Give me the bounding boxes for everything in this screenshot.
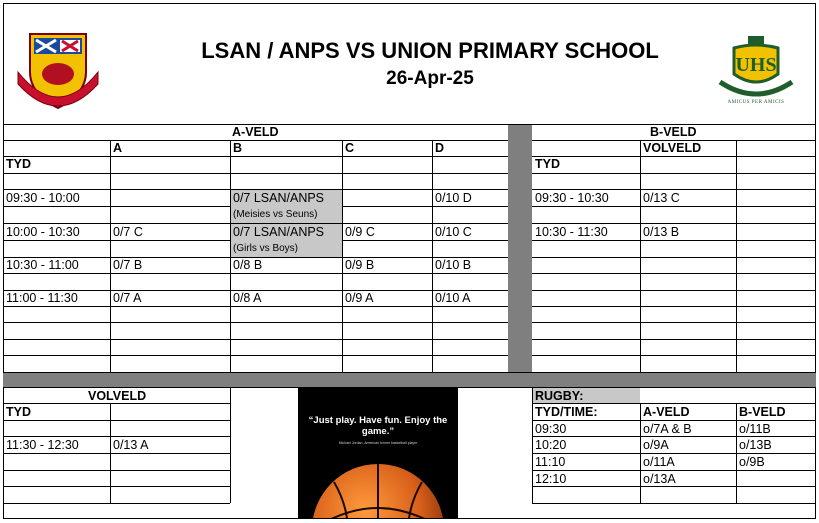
event-date: 26-Apr-25 — [386, 68, 474, 89]
school-crest-right — [708, 32, 804, 112]
rugby-a-match: o/13A — [643, 472, 676, 486]
b-veld-match: 0/13 C — [643, 191, 680, 205]
rugby-a-match: o/9A — [643, 438, 669, 452]
rugby-b-match: o/13B — [739, 438, 772, 452]
a-veld-match: 0/7 A — [113, 291, 142, 305]
rugby-col-b-veld: B-VELD — [739, 405, 786, 419]
a-veld-row-time: 10:30 - 11:00 — [6, 258, 79, 272]
rugby-row-time: 11:10 — [535, 455, 566, 469]
a-veld-note: (Girls vs Boys) — [233, 243, 298, 254]
a-veld-match: 0/9 C — [345, 225, 375, 239]
a-veld-match: 0/7 LSAN/ANPS — [233, 225, 325, 239]
rugby-b-match: o/11B — [739, 422, 771, 436]
a-veld-row-time: 09:30 - 10:00 — [6, 191, 80, 205]
rugby-col-a-veld: A-VELD — [643, 405, 690, 419]
rugby-a-match: o/11A — [643, 455, 675, 469]
a-veld-match: 0/8 B — [233, 258, 263, 272]
column-d-header: D — [435, 141, 445, 155]
rugby-row-time: 09:30 — [535, 422, 567, 436]
a-veld-match: 0/10 A — [435, 291, 471, 305]
volveld-time-label: TYD — [6, 405, 31, 419]
volveld-row-time: 11:30 - 12:30 — [6, 438, 79, 452]
b-veld-heading: B-VELD — [650, 125, 697, 139]
rugby-a-match: o/7A & B — [643, 422, 692, 436]
b-veld-row-time: 10:30 - 11:30 — [535, 225, 608, 239]
a-veld-note: (Meisies vs Seuns) — [233, 209, 318, 220]
rugby-b-match: o/9B — [739, 455, 765, 469]
column-a-header: A — [113, 141, 123, 155]
rugby-row-time: 10:20 — [535, 438, 567, 452]
a-veld-match: 0/10 D — [435, 191, 472, 205]
b-veld-match: 0/13 B — [643, 225, 680, 239]
volveld-heading: VOLVELD — [88, 389, 147, 403]
a-veld-match: 0/10 C — [435, 225, 472, 239]
page-title: LSAN / ANPS VS UNION PRIMARY SCHOOL — [201, 38, 659, 63]
b-veld-subheading: VOLVELD — [643, 141, 702, 155]
volveld-match: 0/13 A — [113, 438, 149, 452]
a-veld-time-label: TYD — [6, 157, 31, 171]
vertical-divider — [508, 124, 532, 372]
horizontal-divider — [3, 372, 816, 387]
a-veld-match: 0/7 LSAN/ANPS — [233, 191, 325, 205]
b-veld-row-time: 09:30 - 10:30 — [535, 191, 609, 205]
a-veld-match: 0/10 B — [435, 258, 472, 272]
rugby-row-time: 12:10 — [535, 472, 567, 486]
a-veld-row-time: 10:00 - 10:30 — [6, 225, 80, 239]
a-veld-heading: A-VELD — [232, 125, 279, 139]
column-c-header: C — [345, 141, 355, 155]
poster-attribution: Michael Jordan, American former basketball player — [338, 441, 418, 445]
a-veld-match: 0/9 A — [345, 291, 374, 305]
a-veld-match: 0/7 B — [113, 258, 143, 272]
a-veld-match: 0/7 C — [113, 225, 143, 239]
poster-quote: “Just play. Have fun. Enjoy the game.” — [308, 415, 448, 437]
column-b-header: B — [233, 141, 243, 155]
rugby-col-time: TYD/TIME: — [535, 405, 598, 419]
a-veld-match: 0/8 A — [233, 291, 262, 305]
basketball-icon — [298, 446, 458, 518]
school-crest-left — [12, 28, 104, 114]
rugby-heading: RUGBY: — [535, 389, 584, 403]
b-veld-time-label: TYD — [535, 157, 560, 171]
a-veld-match: 0/9 B — [345, 258, 375, 272]
a-veld-row-time: 11:00 - 11:30 — [6, 291, 78, 305]
crest-motto: AMICUS PER AMICIS — [727, 100, 785, 105]
svg-text:UHS: UHS — [735, 54, 777, 76]
basketball-poster — [298, 388, 458, 518]
